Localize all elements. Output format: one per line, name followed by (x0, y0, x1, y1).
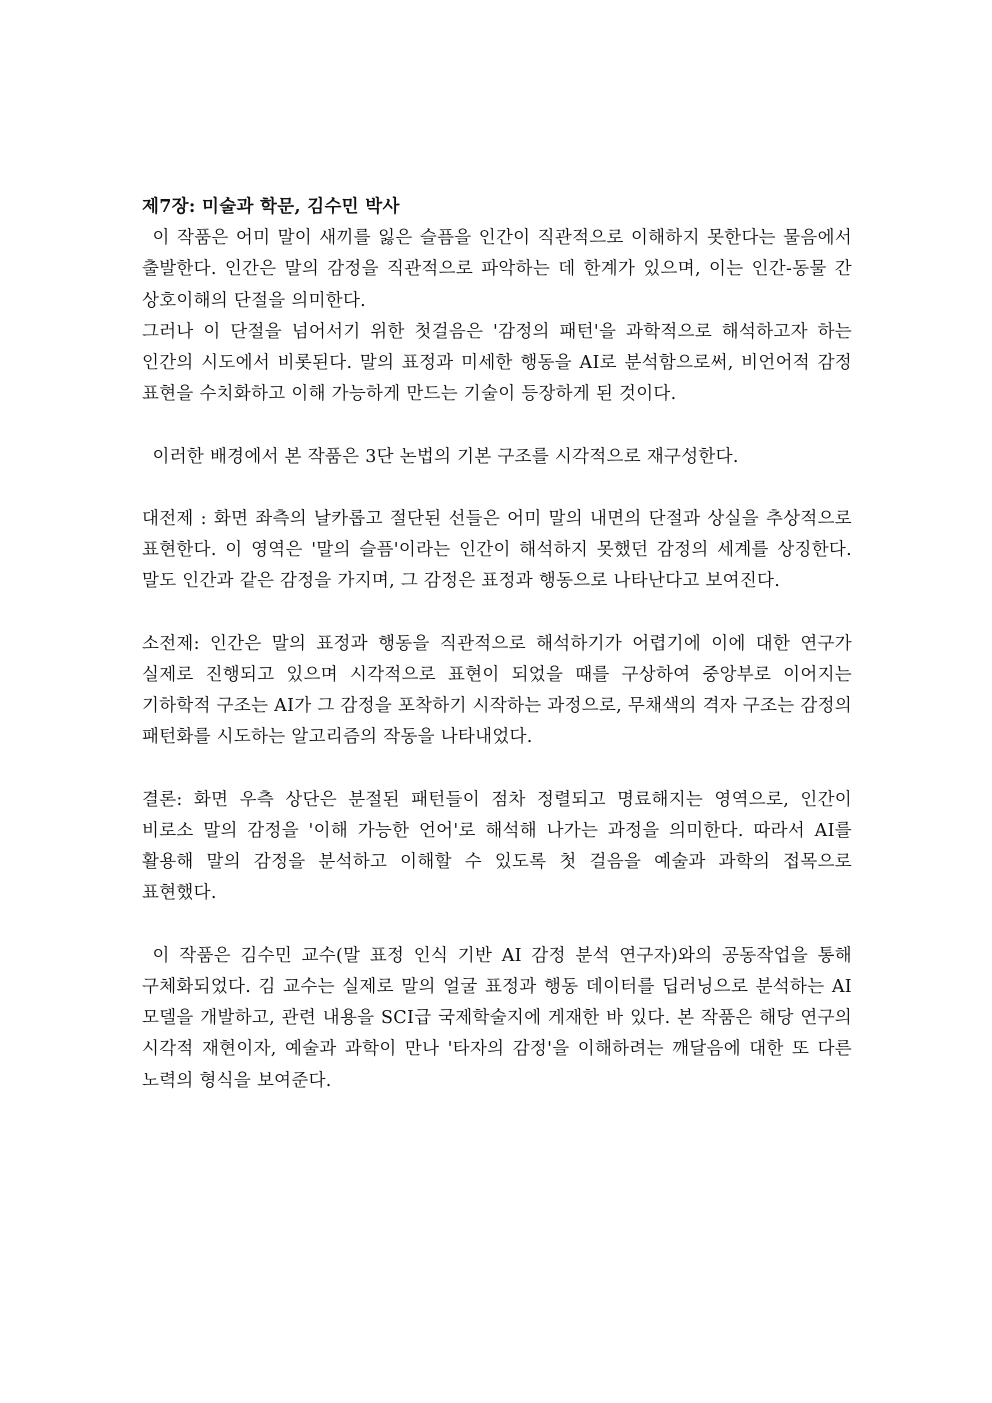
document-body (142, 192, 852, 1097)
paragraph-spacer (142, 910, 852, 941)
paragraph-minor-premise: 소전제: 인간은 말의 표정과 행동을 직관적으로 해석하기가 어렵기에 이에 대한 연구가 실제로 진행되고 있으며 시각적으로 표현이 되었을 때를 구상하여 중앙부로 이어지는 기하학적 구조는 AI가 그 감정을 포착하기 시작하는 과정으로, 무채색의 격자 구조는 감정의 패턴화를 시도하는 알고리즘의 작동을 나타내었다. (142, 633, 852, 748)
paragraph-ai-approach: 그러나 이 단절을 넘어서기 위한 첫걸음은 '감정의 패턴'을 과학적으로 해석하고자 하는 인간의 시도에서 비롯된다. 말의 표정과 미세한 행동을 AI로 분석함으로써, 비언어적 감정 표현을 수치화하고 이해 가능하게 만드는 기술이 등장하게 된 것이다. (142, 321, 852, 405)
paragraph-spacer (142, 410, 852, 441)
paragraph-spacer (142, 598, 852, 629)
paragraph-conclusion: 결론: 화면 우측 상단은 분절된 패턴들이 점차 정렬되고 명료해지는 영역으로, 인간이 비로소 말의 감정을 '이해 가능한 언어'로 해석해 나가는 과정을 의미한다. 따라서 AI를 활용해 말의 감정을 분석하고 이해할 수 있도록 첫 걸음을 예술과 과학의 접목으로 표현했다. (142, 789, 852, 904)
chapter-title: 제7장: 미술과 학문, 김수민 박사 (142, 197, 400, 217)
paragraph-spacer (142, 473, 852, 504)
paragraph-major-premise: 대전제 : 화면 좌측의 날카롭고 절단된 선들은 어미 말의 내면의 단절과 상실을 추상적으로 표현한다. 이 영역은 '말의 슬픔'이라는 인간이 해석하지 못했던 감정의 세계를 상징한다. 말도 인간과 같은 감정을 가지며, 그 감정은 표정과 행동으로 나타난다고 보여진다. (142, 509, 852, 592)
paragraph-spacer (142, 754, 852, 785)
paragraph-collaboration: 이 작품은 김수민 교수(말 표정 인식 기반 AI 감정 분석 연구자)와의 공동작업을 통해 구체화되었다. 김 교수는 실제로 말의 얼굴 표정과 행동 데이터를 딥러닝으로 분석하는 AI 모델을 개발하고, 관련 내용을 SCI급 국제학술지에 게재한 바 있다. 본 작품은 해당 연구의 시각적 재현이자, 예술과 과학이 만나 '타자의 감정'을 이해하려는 깨달음에 대한 또 다른 노력의 형식을 보여준다. (142, 945, 852, 1091)
paragraph-syllogism-intro: 이러한 배경에서 본 작품은 3단 논법의 기본 구조를 시각적으로 재구성한다. (152, 446, 739, 467)
paragraph-intro: 이 작품은 어미 말이 새끼를 잃은 슬픔을 인간이 직관적으로 이해하지 못한다는 물음에서 출발한다. 인간은 말의 감정을 직관적으로 파악하는 데 한계가 있으며, 이는 인간-동물 간 상호이해의 단절을 의미한다. (142, 228, 852, 311)
